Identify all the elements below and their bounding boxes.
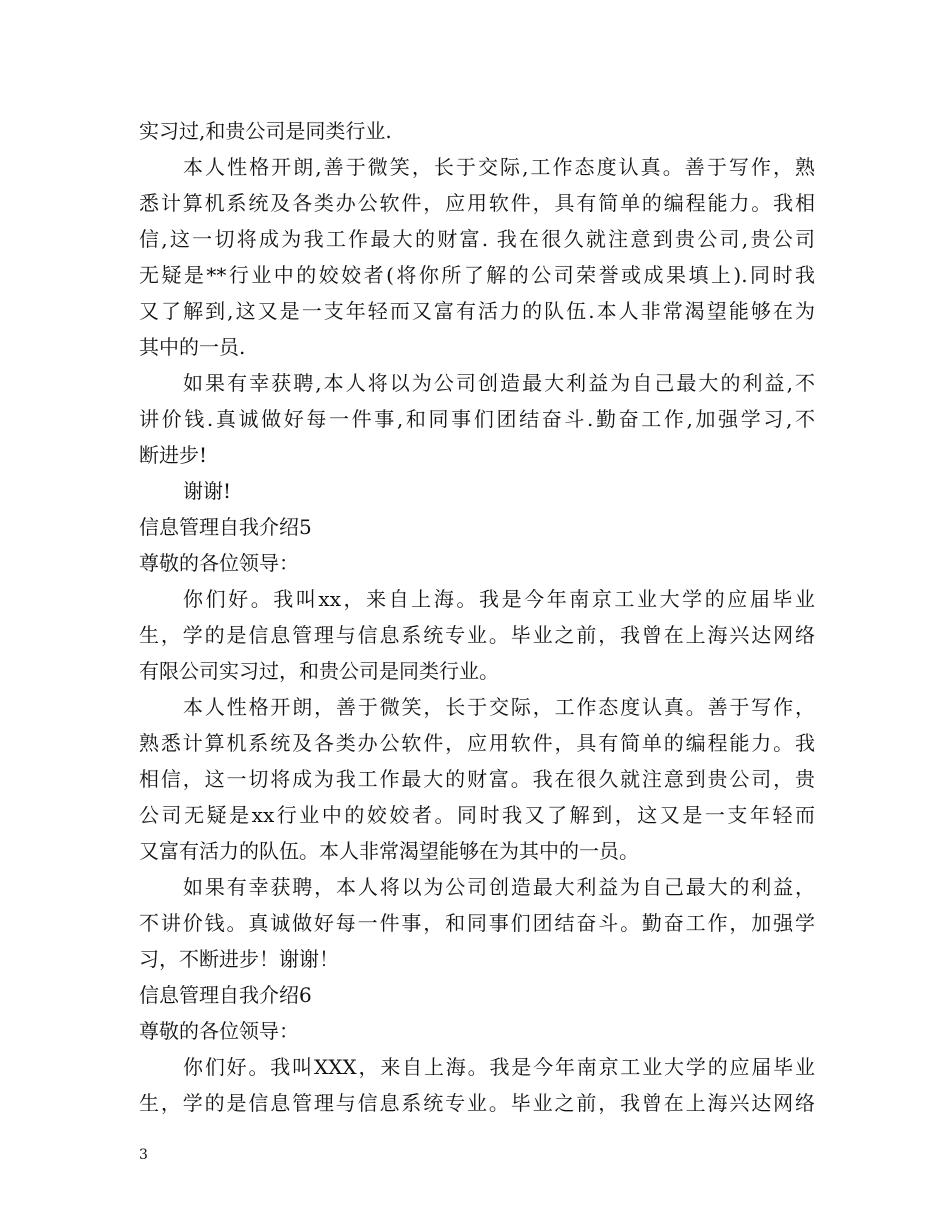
document-body <box>139 113 815 1121</box>
paragraph-first-line: 如果有幸获聘，本人将以为公司创造最大利益为自己最大的利益， <box>183 875 815 899</box>
paragraph-first-line: 你们好。我叫xx，来自上海。我是今年南京工业大学的应届毕业 <box>183 587 815 611</box>
text-line: 公司无疑是xx行业中的姣姣者。同时我又了解到，这又是一支年轻而 <box>139 803 815 827</box>
text-line: 相信，这一切将成为我工作最大的财富。我在很久就注意到贵公司，贵 <box>139 767 815 791</box>
text-line: 信,这一切将成为我工作最大的财富. 我在很久就注意到贵公司,贵公司 <box>139 227 815 251</box>
text-line: 断进步! <box>139 443 208 467</box>
text-line: 悉计算机系统及各类办公软件，应用软件，具有简单的编程能力。我相 <box>139 191 815 215</box>
salutation: 尊敬的各位领导： <box>139 1019 299 1043</box>
text-line: 生，学的是信息管理与信息系统专业。毕业之前，我曾在上海兴达网络 <box>139 1091 815 1115</box>
paragraph-first-line: 你们好。我叫XXX，来自上海。我是今年南京工业大学的应届毕业 <box>183 1055 815 1079</box>
text-line: 生，学的是信息管理与信息系统专业。毕业之前，我曾在上海兴达网络 <box>139 623 815 647</box>
section-heading: 信息管理自我介绍5 <box>139 515 312 539</box>
salutation: 尊敬的各位领导： <box>139 551 299 575</box>
text-line: 其中的一员. <box>139 335 246 359</box>
text-line: 习，不断进步！谢谢！ <box>139 947 339 971</box>
paragraph-first-line: 本人性格开朗，善于微笑，长于交际，工作态度认真。善于写作， <box>183 695 815 719</box>
text-line: 又了解到,这又是一支年轻而又富有活力的队伍.本人非常渴望能够在为 <box>139 299 815 323</box>
text-line: 有限公司实习过，和贵公司是同类行业。 <box>139 659 499 683</box>
text-line: 讲价钱.真诚做好每一件事,和同事们团结奋斗.勤奋工作,加强学习,不 <box>139 407 815 431</box>
paragraph-first-line: 本人性格开朗,善于微笑，长于交际,工作态度认真。善于写作，熟 <box>183 155 815 179</box>
text-line: 实习过,和贵公司是同类行业. <box>139 119 392 143</box>
section-heading: 信息管理自我介绍6 <box>139 983 312 1007</box>
text-line: 无疑是**行业中的姣姣者(将你所了解的公司荣誉或成果填上).同时我 <box>139 263 815 287</box>
text-line: 熟悉计算机系统及各类办公软件，应用软件，具有简单的编程能力。我 <box>139 731 815 755</box>
text-line: 又富有活力的队伍。本人非常渴望能够在为其中的一员。 <box>139 839 639 863</box>
paragraph-first-line: 如果有幸获聘,本人将以为公司创造最大利益为自己最大的利益,不 <box>183 371 815 395</box>
page-number: 3 <box>139 1147 148 1163</box>
text-line: 不讲价钱。真诚做好每一件事，和同事们团结奋斗。勤奋工作，加强学 <box>139 911 815 935</box>
closing-line: 谢谢! <box>183 479 232 503</box>
